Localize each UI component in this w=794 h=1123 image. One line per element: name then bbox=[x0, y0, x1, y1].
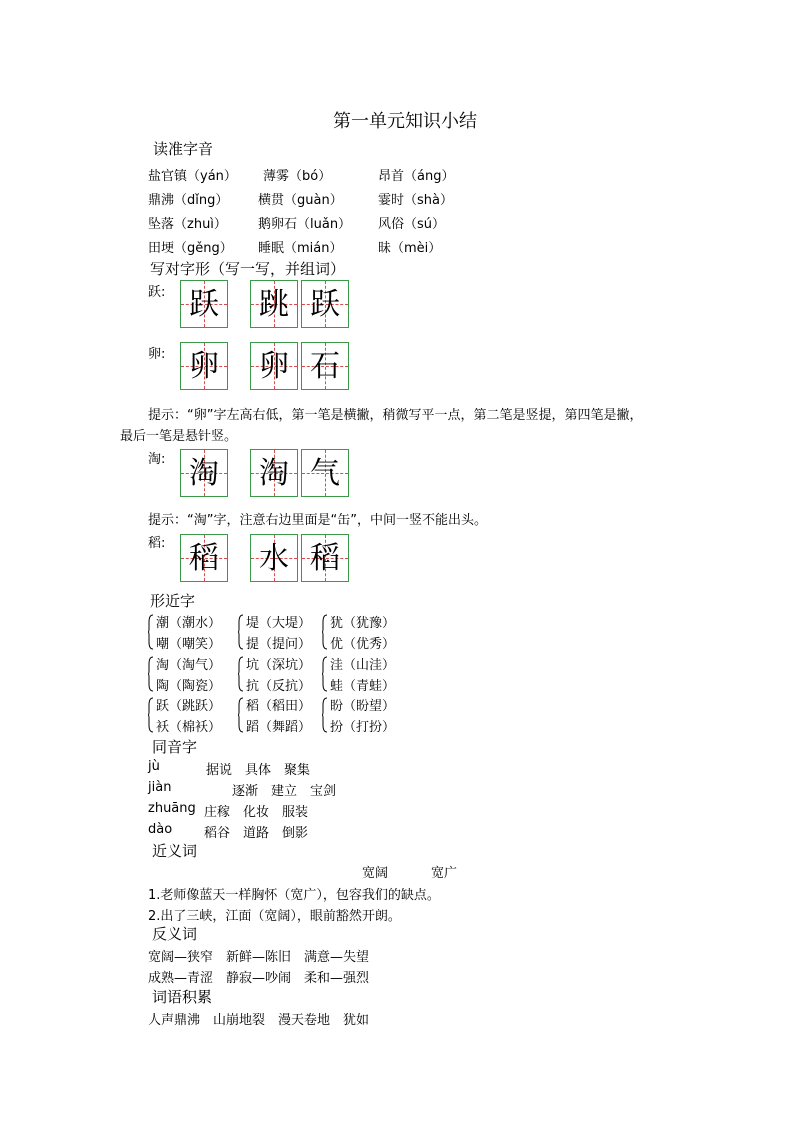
grid-character: 淘 bbox=[259, 456, 289, 491]
writing-label: 淘: bbox=[148, 452, 166, 467]
homophone-pinyin: jiàn bbox=[148, 780, 172, 795]
brace-icon bbox=[148, 614, 154, 650]
similar-char-item: 蹈（舞蹈） bbox=[246, 720, 312, 735]
grid-character: 淘 bbox=[189, 456, 219, 491]
homophone-pinyin: dào bbox=[148, 822, 173, 837]
grid-character: 稻 bbox=[189, 541, 219, 576]
homophone-pinyin: jù bbox=[148, 759, 160, 774]
similar-char-item: 袄（棉袄） bbox=[156, 720, 222, 735]
grid-character: 跃 bbox=[310, 287, 340, 322]
tian-grid-box bbox=[301, 280, 349, 328]
writing-tip-1-cont: 最后一笔是悬针竖。 bbox=[120, 429, 238, 444]
similar-char-item: 跃（跳跃） bbox=[156, 699, 222, 714]
writing-label: 跃: bbox=[148, 285, 166, 300]
homophone-words: 稻谷 道路 倒影 bbox=[204, 826, 309, 841]
tian-grid-box bbox=[250, 534, 298, 582]
homophone-words: 逐渐 建立 宝剑 bbox=[232, 784, 337, 799]
similar-char-item: 稻（稻田） bbox=[246, 699, 312, 714]
tian-grid-box bbox=[180, 342, 228, 390]
grid-character: 石 bbox=[310, 349, 340, 384]
antonym-row: 成熟—青涩 静寂—吵闹 柔和—强烈 bbox=[148, 971, 370, 986]
similar-char-item: 蛙（青蛙） bbox=[330, 679, 396, 694]
tian-grid-box bbox=[180, 449, 228, 497]
writing-tip-1: 提示：“卵”字左高右低，第一笔是横撇，稍微写平一点，第二笔是竖提，第四笔是撇， bbox=[148, 408, 643, 423]
synonym-option: 宽广 bbox=[431, 866, 458, 881]
pinyin-item: 鹅卵石（luǎn） bbox=[258, 217, 352, 232]
heading-similar-chars: 形近字 bbox=[150, 592, 196, 610]
pinyin-item: 横贯（guàn） bbox=[258, 193, 343, 208]
homophone-pinyin: zhuāng bbox=[148, 801, 196, 816]
grid-character: 水 bbox=[259, 541, 289, 576]
pinyin-item: 田埂（gěng） bbox=[148, 241, 233, 256]
pinyin-item: 睡眠（mián） bbox=[258, 241, 343, 256]
antonym-row: 宽阔—狭窄 新鲜—陈旧 满意—失望 bbox=[148, 950, 370, 965]
brace-icon bbox=[238, 656, 244, 692]
writing-label: 卵: bbox=[148, 347, 166, 362]
similar-char-item: 抗（反抗） bbox=[246, 679, 312, 694]
synonym-sentence: 1.老师像蓝天一样胸怀（宽广），包容我们的缺点。 bbox=[148, 888, 440, 903]
similar-char-item: 扮（打扮） bbox=[330, 720, 396, 735]
synonym-option: 宽阔 bbox=[362, 866, 389, 881]
similar-char-item: 淘（淘气） bbox=[156, 658, 222, 673]
heading-pronunciation: 读准字音 bbox=[153, 140, 214, 158]
pinyin-item: 昂首（áng） bbox=[378, 169, 455, 184]
grid-character: 稻 bbox=[310, 541, 340, 576]
pinyin-item: 风俗（sú） bbox=[378, 217, 446, 232]
tian-grid-box bbox=[250, 280, 298, 328]
vocabulary-list: 人声鼎沸 山崩地裂 漫天卷地 犹如 bbox=[148, 1013, 370, 1028]
tian-grid-box bbox=[180, 534, 228, 582]
brace-icon bbox=[238, 697, 244, 733]
similar-char-item: 嘲（嘲笑） bbox=[156, 637, 222, 652]
pinyin-item: 盐官镇（yán） bbox=[148, 169, 237, 184]
similar-char-item: 潮（潮水） bbox=[156, 616, 222, 631]
writing-tip-2: 提示：“淘”字，注意右边里面是“缶”，中间一竖不能出头。 bbox=[148, 513, 487, 528]
homophone-words: 庄稼 化妆 服装 bbox=[204, 805, 309, 820]
heading-antonyms: 反义词 bbox=[152, 925, 198, 943]
brace-icon bbox=[322, 697, 328, 733]
brace-icon bbox=[238, 614, 244, 650]
page-title: 第一单元知识小结 bbox=[333, 111, 477, 132]
similar-char-item: 洼（山洼） bbox=[330, 658, 396, 673]
similar-char-item: 堤（大堤） bbox=[246, 616, 312, 631]
tian-grid-box bbox=[180, 280, 228, 328]
similar-char-item: 犹（犹豫） bbox=[330, 616, 396, 631]
tian-grid-box bbox=[301, 449, 349, 497]
grid-character: 跃 bbox=[189, 287, 219, 322]
grid-character: 跳 bbox=[259, 287, 289, 322]
similar-char-item: 坑（深坑） bbox=[246, 658, 312, 673]
grid-character: 卵 bbox=[189, 349, 219, 384]
brace-icon bbox=[148, 697, 154, 733]
tian-grid-box bbox=[250, 342, 298, 390]
homophone-words: 据说 具体 聚集 bbox=[206, 763, 311, 778]
similar-char-item: 提（提问） bbox=[246, 637, 312, 652]
heading-vocabulary: 词语积累 bbox=[152, 988, 213, 1006]
brace-icon bbox=[322, 614, 328, 650]
pinyin-item: 鼎沸（dǐng） bbox=[148, 193, 229, 208]
tian-grid-box bbox=[250, 449, 298, 497]
synonym-sentence: 2.出了三峡，江面（宽阔），眼前豁然开朗。 bbox=[148, 909, 401, 924]
heading-writing: 写对字形（写一写，并组词） bbox=[150, 260, 346, 278]
writing-label: 稻: bbox=[148, 536, 166, 551]
tian-grid-box bbox=[301, 534, 349, 582]
pinyin-item: 昧（mèi） bbox=[378, 241, 442, 256]
similar-char-item: 优（优秀） bbox=[330, 637, 396, 652]
heading-homophones: 同音字 bbox=[152, 738, 198, 756]
brace-icon bbox=[148, 656, 154, 692]
similar-char-item: 盼（盼望） bbox=[330, 699, 396, 714]
pinyin-item: 薄雾（bó） bbox=[263, 169, 332, 184]
brace-icon bbox=[322, 656, 328, 692]
heading-synonyms: 近义词 bbox=[152, 842, 198, 860]
pinyin-item: 霎时（shà） bbox=[378, 193, 453, 208]
pinyin-item: 坠落（zhuì） bbox=[148, 217, 227, 232]
grid-character: 卵 bbox=[259, 349, 289, 384]
tian-grid-box bbox=[301, 342, 349, 390]
similar-char-item: 陶（陶瓷） bbox=[156, 679, 222, 694]
grid-character: 气 bbox=[310, 456, 340, 491]
